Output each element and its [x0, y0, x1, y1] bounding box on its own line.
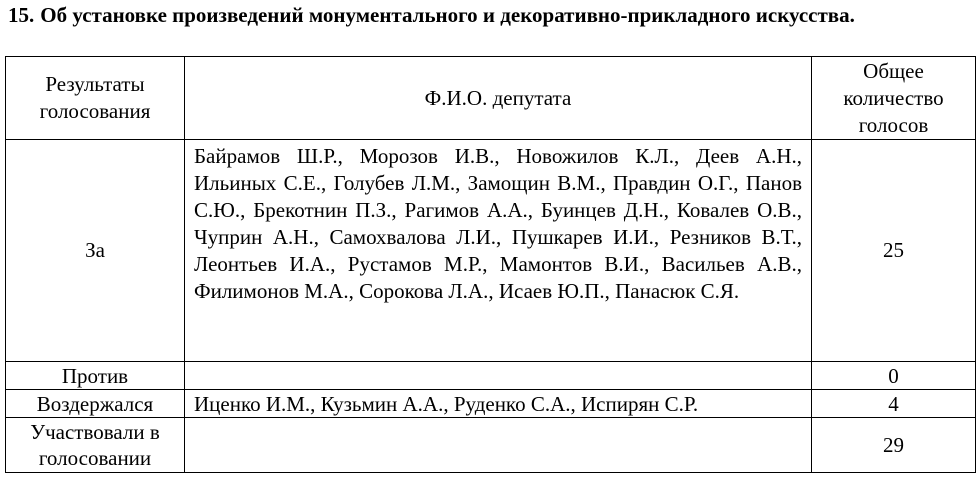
- table-row-for: [6, 140, 976, 362]
- agenda-item-title: Об установке произведений монументального и декоративно-прикладного искусства.: [40, 3, 855, 27]
- voting-results-table: [5, 56, 976, 473]
- row-label-participated: Участвовали в голосовании: [6, 418, 185, 473]
- agenda-item-number: 15.: [8, 3, 35, 27]
- table-header-row: [6, 57, 976, 140]
- deputies-participated-list: [185, 418, 812, 473]
- votes-participated-count: 29: [812, 418, 976, 473]
- header-deputy-name: Ф.И.О. депутата: [185, 57, 812, 140]
- votes-against-count: 0: [812, 362, 976, 390]
- agenda-item-heading: [8, 2, 970, 29]
- row-label-against: Против: [6, 362, 185, 390]
- deputies-for-list: Байрамов Ш.Р., Морозов И.В., Новожилов К.Л., Деев А.Н., Ильиных С.Е., Голубев Л.М., Замощин В.М., Правдин О.Г., Панов С.Ю., Брекотнин П.З., Рагимов А.А., Буинцев Д.Н., Ковалев О.В., Чуприн А.Н., Самохвалова Л.И., Пушкарев И.И., Резников В.Т., Леонтьев И.А., Рустамов М.Р., Мамонтов В.И., Васильев А.В., Филимонов М.А., Сорокова Л.А., Исаев Ю.П., Панасюк С.Я.: [185, 140, 812, 362]
- table-row-abstained: [6, 390, 976, 418]
- row-label-for: За: [6, 140, 185, 362]
- deputies-against-list: [185, 362, 812, 390]
- deputies-abstained-list: Иценко И.М., Кузьмин А.А., Руденко С.А., Испирян С.Р.: [185, 390, 812, 418]
- table-row-participated: [6, 418, 976, 473]
- header-voting-result: Результаты голосования: [6, 57, 185, 140]
- row-label-abstained: Воздержался: [6, 390, 185, 418]
- votes-abstained-count: 4: [812, 390, 976, 418]
- votes-for-count: 25: [812, 140, 976, 362]
- header-total-votes: Общее количество голосов: [812, 57, 976, 140]
- table-row-against: [6, 362, 976, 390]
